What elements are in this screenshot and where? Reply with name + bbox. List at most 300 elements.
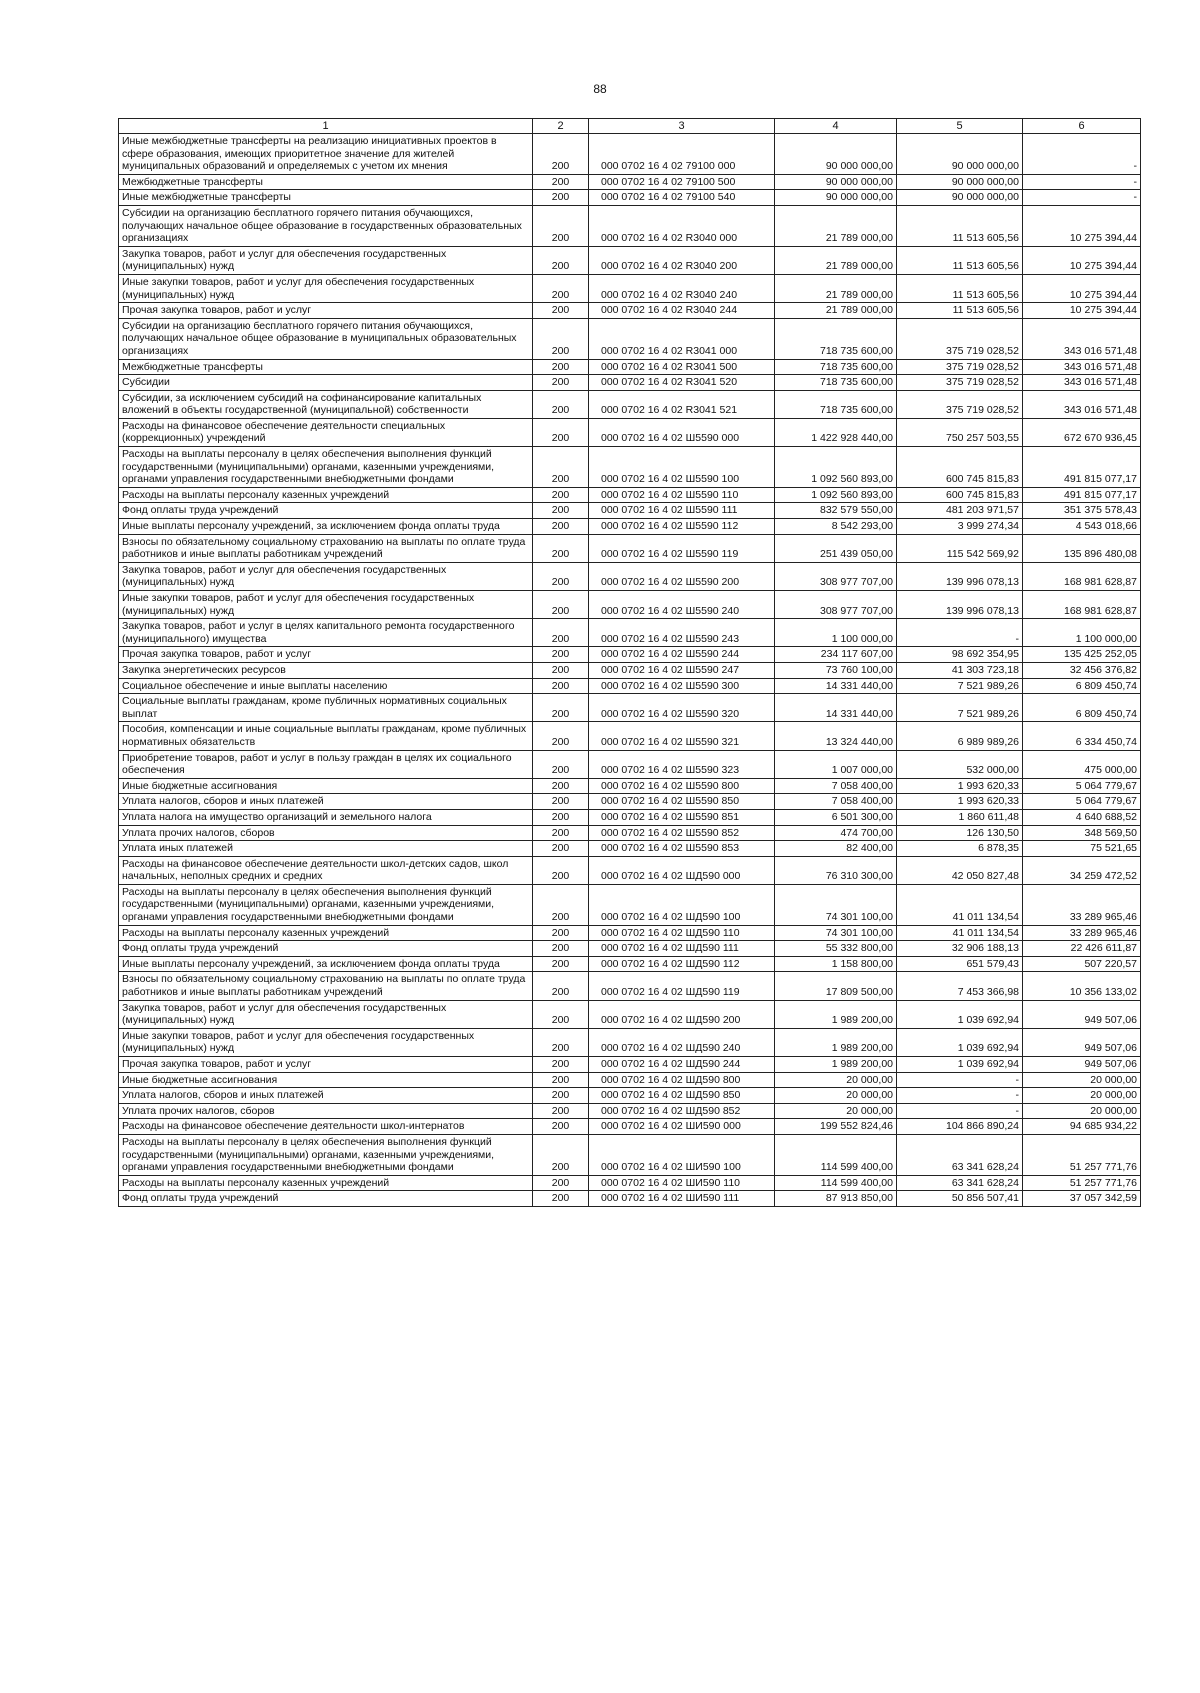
cell-approved-amount: 1 100 000,00 — [775, 619, 897, 647]
cell-classification-code: 000 0702 16 4 02 Ш5590 100 — [589, 447, 775, 488]
cell-classification-code: 000 0702 16 4 02 Ш5590 244 — [589, 647, 775, 663]
cell-unexecuted-amount: 10 275 394,44 — [1023, 274, 1141, 302]
cell-approved-amount: 90 000 000,00 — [775, 190, 897, 206]
table-row — [119, 1103, 1141, 1119]
cell-item-name: Субсидии на организацию бесплатного горячего питания обучающихся, получающих начальное общее образование в муниципальных образовательных организациях — [119, 318, 533, 359]
cell-unexecuted-amount: 949 507,06 — [1023, 1057, 1141, 1073]
cell-admin-code: 200 — [533, 190, 589, 206]
table-row — [119, 562, 1141, 590]
column-header-5: 5 — [897, 119, 1023, 134]
cell-admin-code: 200 — [533, 884, 589, 925]
cell-classification-code: 000 0702 16 4 02 R3041 500 — [589, 359, 775, 375]
cell-item-name: Прочая закупка товаров, работ и услуг — [119, 647, 533, 663]
cell-item-name: Иные закупки товаров, работ и услуг для обеспечения государственных (муниципальных) нужд — [119, 274, 533, 302]
cell-approved-amount: 17 809 500,00 — [775, 972, 897, 1000]
cell-unexecuted-amount: 6 334 450,74 — [1023, 722, 1141, 750]
cell-item-name: Закупка товаров, работ и услуг для обеспечения государственных (муниципальных) нужд — [119, 562, 533, 590]
cell-approved-amount: 1 989 200,00 — [775, 1000, 897, 1028]
cell-admin-code: 200 — [533, 519, 589, 535]
cell-approved-amount: 114 599 400,00 — [775, 1134, 897, 1175]
cell-item-name: Субсидии — [119, 375, 533, 391]
cell-executed-amount: 63 341 628,24 — [897, 1134, 1023, 1175]
cell-admin-code: 200 — [533, 1103, 589, 1119]
cell-approved-amount: 1 989 200,00 — [775, 1057, 897, 1073]
cell-admin-code: 200 — [533, 825, 589, 841]
cell-unexecuted-amount: 10 275 394,44 — [1023, 246, 1141, 274]
table-row — [119, 1175, 1141, 1191]
cell-executed-amount: 42 050 827,48 — [897, 856, 1023, 884]
cell-approved-amount: 7 058 400,00 — [775, 778, 897, 794]
cell-unexecuted-amount: 5 064 779,67 — [1023, 794, 1141, 810]
cell-item-name: Взносы по обязательному социальному страхованию на выплаты по оплате труда работников и иные выплаты работникам учреждений — [119, 534, 533, 562]
cell-unexecuted-amount: 1 100 000,00 — [1023, 619, 1141, 647]
cell-approved-amount: 20 000,00 — [775, 1103, 897, 1119]
column-header-1: 1 — [119, 119, 533, 134]
table-row — [119, 318, 1141, 359]
cell-classification-code: 000 0702 16 4 02 ШИ590 100 — [589, 1134, 775, 1175]
cell-unexecuted-amount: 20 000,00 — [1023, 1103, 1141, 1119]
cell-approved-amount: 251 439 050,00 — [775, 534, 897, 562]
cell-executed-amount: - — [897, 1088, 1023, 1104]
cell-approved-amount: 14 331 440,00 — [775, 694, 897, 722]
cell-unexecuted-amount: 51 257 771,76 — [1023, 1134, 1141, 1175]
cell-executed-amount: 6 989 989,26 — [897, 722, 1023, 750]
cell-executed-amount: 41 011 134,54 — [897, 884, 1023, 925]
cell-unexecuted-amount: 22 426 611,87 — [1023, 941, 1141, 957]
cell-classification-code: 000 0702 16 4 02 ШД590 244 — [589, 1057, 775, 1073]
cell-unexecuted-amount: 343 016 571,48 — [1023, 318, 1141, 359]
cell-unexecuted-amount: 33 289 965,46 — [1023, 884, 1141, 925]
cell-approved-amount: 308 977 707,00 — [775, 562, 897, 590]
cell-item-name: Уплата налогов, сборов и иных платежей — [119, 1088, 533, 1104]
header-row — [119, 119, 1141, 134]
table-row — [119, 750, 1141, 778]
cell-unexecuted-amount: 10 356 133,02 — [1023, 972, 1141, 1000]
cell-item-name: Фонд оплаты труда учреждений — [119, 503, 533, 519]
cell-executed-amount: 41 303 723,18 — [897, 662, 1023, 678]
cell-classification-code: 000 0702 16 4 02 Ш5590 111 — [589, 503, 775, 519]
cell-admin-code: 200 — [533, 809, 589, 825]
cell-classification-code: 000 0702 16 4 02 Ш5590 200 — [589, 562, 775, 590]
cell-executed-amount: 126 130,50 — [897, 825, 1023, 841]
cell-admin-code: 200 — [533, 678, 589, 694]
cell-approved-amount: 7 058 400,00 — [775, 794, 897, 810]
table-row — [119, 956, 1141, 972]
cell-admin-code: 200 — [533, 662, 589, 678]
cell-unexecuted-amount: 10 275 394,44 — [1023, 205, 1141, 246]
column-header-2: 2 — [533, 119, 589, 134]
cell-approved-amount: 199 552 824,46 — [775, 1119, 897, 1135]
table-row — [119, 487, 1141, 503]
cell-executed-amount: 63 341 628,24 — [897, 1175, 1023, 1191]
cell-admin-code: 200 — [533, 534, 589, 562]
cell-unexecuted-amount: 20 000,00 — [1023, 1072, 1141, 1088]
table-row — [119, 190, 1141, 206]
cell-classification-code: 000 0702 16 4 02 Ш5590 321 — [589, 722, 775, 750]
cell-executed-amount: 1 993 620,33 — [897, 794, 1023, 810]
cell-item-name: Закупка товаров, работ и услуг для обеспечения государственных (муниципальных) нужд — [119, 246, 533, 274]
cell-approved-amount: 1 422 928 440,00 — [775, 418, 897, 446]
table-row — [119, 647, 1141, 663]
cell-unexecuted-amount: 475 000,00 — [1023, 750, 1141, 778]
cell-admin-code: 200 — [533, 647, 589, 663]
cell-item-name: Уплата прочих налогов, сборов — [119, 1103, 533, 1119]
cell-admin-code: 200 — [533, 303, 589, 319]
table-row — [119, 841, 1141, 857]
cell-approved-amount: 76 310 300,00 — [775, 856, 897, 884]
cell-admin-code: 200 — [533, 359, 589, 375]
cell-classification-code: 000 0702 16 4 02 R3041 520 — [589, 375, 775, 391]
cell-unexecuted-amount: 94 685 934,22 — [1023, 1119, 1141, 1135]
cell-executed-amount: 7 453 366,98 — [897, 972, 1023, 1000]
cell-item-name: Иные бюджетные ассигнования — [119, 1072, 533, 1088]
table-row — [119, 1119, 1141, 1135]
cell-item-name: Иные выплаты персоналу учреждений, за исключением фонда оплаты труда — [119, 956, 533, 972]
cell-classification-code: 000 0702 16 4 02 79100 540 — [589, 190, 775, 206]
cell-approved-amount: 55 332 800,00 — [775, 941, 897, 957]
cell-admin-code: 200 — [533, 375, 589, 391]
cell-classification-code: 000 0702 16 4 02 Ш5590 240 — [589, 591, 775, 619]
cell-approved-amount: 1 007 000,00 — [775, 750, 897, 778]
cell-admin-code: 200 — [533, 925, 589, 941]
cell-executed-amount: 32 906 188,13 — [897, 941, 1023, 957]
cell-admin-code: 200 — [533, 390, 589, 418]
cell-classification-code: 000 0702 16 4 02 ШД590 112 — [589, 956, 775, 972]
cell-classification-code: 000 0702 16 4 02 ШД590 240 — [589, 1028, 775, 1056]
cell-admin-code: 200 — [533, 487, 589, 503]
cell-classification-code: 000 0702 16 4 02 ШД590 111 — [589, 941, 775, 957]
table-row — [119, 519, 1141, 535]
cell-admin-code: 200 — [533, 205, 589, 246]
table-row — [119, 856, 1141, 884]
cell-item-name: Расходы на выплаты персоналу в целях обеспечения выполнения функций государственными (муниципальными) органами, казенными учреждениями, органами управления государственными внебюджетными фондами — [119, 447, 533, 488]
cell-admin-code: 200 — [533, 1119, 589, 1135]
cell-item-name: Закупка товаров, работ и услуг для обеспечения государственных (муниципальных) нужд — [119, 1000, 533, 1028]
cell-unexecuted-amount: 491 815 077,17 — [1023, 447, 1141, 488]
table-row — [119, 972, 1141, 1000]
cell-item-name: Уплата прочих налогов, сборов — [119, 825, 533, 841]
cell-approved-amount: 20 000,00 — [775, 1072, 897, 1088]
cell-executed-amount: 600 745 815,83 — [897, 447, 1023, 488]
cell-approved-amount: 1 092 560 893,00 — [775, 487, 897, 503]
cell-item-name: Расходы на выплаты персоналу в целях обеспечения выполнения функций государственными (муниципальными) органами, казенными учреждениями, органами управления государственными внебюджетными фондами — [119, 884, 533, 925]
cell-approved-amount: 308 977 707,00 — [775, 591, 897, 619]
cell-approved-amount: 718 735 600,00 — [775, 318, 897, 359]
cell-executed-amount: 139 996 078,13 — [897, 591, 1023, 619]
cell-classification-code: 000 0702 16 4 02 ШД590 800 — [589, 1072, 775, 1088]
cell-admin-code: 200 — [533, 841, 589, 857]
cell-classification-code: 000 0702 16 4 02 Ш5590 243 — [589, 619, 775, 647]
cell-unexecuted-amount: 6 809 450,74 — [1023, 694, 1141, 722]
cell-classification-code: 000 0702 16 4 02 Ш5590 320 — [589, 694, 775, 722]
table-row — [119, 375, 1141, 391]
table-row — [119, 359, 1141, 375]
cell-approved-amount: 1 092 560 893,00 — [775, 447, 897, 488]
cell-admin-code: 200 — [533, 956, 589, 972]
cell-item-name: Фонд оплаты труда учреждений — [119, 1191, 533, 1207]
cell-classification-code: 000 0702 16 4 02 Ш5590 000 — [589, 418, 775, 446]
cell-approved-amount: 21 789 000,00 — [775, 246, 897, 274]
cell-admin-code: 200 — [533, 1072, 589, 1088]
cell-classification-code: 000 0702 16 4 02 R3041 521 — [589, 390, 775, 418]
cell-approved-amount: 21 789 000,00 — [775, 274, 897, 302]
cell-admin-code: 200 — [533, 418, 589, 446]
cell-executed-amount: 375 719 028,52 — [897, 359, 1023, 375]
cell-admin-code: 200 — [533, 562, 589, 590]
cell-admin-code: 200 — [533, 318, 589, 359]
cell-approved-amount: 20 000,00 — [775, 1088, 897, 1104]
table-row — [119, 825, 1141, 841]
cell-unexecuted-amount: 33 289 965,46 — [1023, 925, 1141, 941]
table-row — [119, 1191, 1141, 1207]
cell-approved-amount: 74 301 100,00 — [775, 884, 897, 925]
cell-executed-amount: 50 856 507,41 — [897, 1191, 1023, 1207]
cell-executed-amount: 481 203 971,57 — [897, 503, 1023, 519]
cell-item-name: Уплата иных платежей — [119, 841, 533, 857]
cell-unexecuted-amount: 10 275 394,44 — [1023, 303, 1141, 319]
cell-item-name: Прочая закупка товаров, работ и услуг — [119, 1057, 533, 1073]
cell-admin-code: 200 — [533, 1175, 589, 1191]
cell-executed-amount: 1 860 611,48 — [897, 809, 1023, 825]
cell-unexecuted-amount: 949 507,06 — [1023, 1000, 1141, 1028]
cell-unexecuted-amount: 672 670 936,45 — [1023, 418, 1141, 446]
cell-classification-code: 000 0702 16 4 02 ШД590 119 — [589, 972, 775, 1000]
cell-admin-code: 200 — [533, 694, 589, 722]
cell-admin-code: 200 — [533, 1134, 589, 1175]
cell-approved-amount: 1 989 200,00 — [775, 1028, 897, 1056]
cell-classification-code: 000 0702 16 4 02 Ш5590 850 — [589, 794, 775, 810]
cell-unexecuted-amount: 4 640 688,52 — [1023, 809, 1141, 825]
cell-classification-code: 000 0702 16 4 02 ШД590 000 — [589, 856, 775, 884]
table-row — [119, 694, 1141, 722]
cell-approved-amount: 718 735 600,00 — [775, 390, 897, 418]
cell-classification-code: 000 0702 16 4 02 Ш5590 300 — [589, 678, 775, 694]
cell-approved-amount: 474 700,00 — [775, 825, 897, 841]
cell-classification-code: 000 0702 16 4 02 Ш5590 112 — [589, 519, 775, 535]
cell-admin-code: 200 — [533, 1028, 589, 1056]
cell-admin-code: 200 — [533, 503, 589, 519]
cell-classification-code: 000 0702 16 4 02 Ш5590 323 — [589, 750, 775, 778]
table-row — [119, 447, 1141, 488]
cell-executed-amount: 375 719 028,52 — [897, 375, 1023, 391]
cell-approved-amount: 13 324 440,00 — [775, 722, 897, 750]
cell-unexecuted-amount: 343 016 571,48 — [1023, 375, 1141, 391]
cell-classification-code: 000 0702 16 4 02 R3040 244 — [589, 303, 775, 319]
cell-classification-code: 000 0702 16 4 02 Ш5590 110 — [589, 487, 775, 503]
table-row — [119, 174, 1141, 190]
cell-classification-code: 000 0702 16 4 02 Ш5590 853 — [589, 841, 775, 857]
cell-item-name: Приобретение товаров, работ и услуг в пользу граждан в целях их социального обеспечения — [119, 750, 533, 778]
table-row — [119, 303, 1141, 319]
cell-admin-code: 200 — [533, 246, 589, 274]
cell-executed-amount: 7 521 989,26 — [897, 678, 1023, 694]
cell-unexecuted-amount: 51 257 771,76 — [1023, 1175, 1141, 1191]
table-row — [119, 1000, 1141, 1028]
cell-executed-amount: 1 993 620,33 — [897, 778, 1023, 794]
cell-item-name: Фонд оплаты труда учреждений — [119, 941, 533, 957]
column-header-6: 6 — [1023, 119, 1141, 134]
cell-admin-code: 200 — [533, 941, 589, 957]
cell-unexecuted-amount: 949 507,06 — [1023, 1028, 1141, 1056]
cell-admin-code: 200 — [533, 591, 589, 619]
cell-approved-amount: 114 599 400,00 — [775, 1175, 897, 1191]
cell-approved-amount: 234 117 607,00 — [775, 647, 897, 663]
cell-item-name: Социальное обеспечение и иные выплаты населению — [119, 678, 533, 694]
cell-approved-amount: 1 158 800,00 — [775, 956, 897, 972]
cell-executed-amount: 90 000 000,00 — [897, 190, 1023, 206]
cell-admin-code: 200 — [533, 274, 589, 302]
cell-approved-amount: 718 735 600,00 — [775, 375, 897, 391]
cell-executed-amount: 1 039 692,94 — [897, 1000, 1023, 1028]
table-row — [119, 1134, 1141, 1175]
cell-executed-amount: 90 000 000,00 — [897, 174, 1023, 190]
cell-admin-code: 200 — [533, 1000, 589, 1028]
cell-executed-amount: 90 000 000,00 — [897, 134, 1023, 175]
cell-item-name: Прочая закупка товаров, работ и услуг — [119, 303, 533, 319]
table-row — [119, 662, 1141, 678]
cell-executed-amount: - — [897, 1103, 1023, 1119]
cell-item-name: Пособия, компенсации и иные социальные выплаты гражданам, кроме публичных нормативных обязательств — [119, 722, 533, 750]
cell-classification-code: 000 0702 16 4 02 ШД590 100 — [589, 884, 775, 925]
cell-executed-amount: 3 999 274,34 — [897, 519, 1023, 535]
cell-executed-amount: 532 000,00 — [897, 750, 1023, 778]
cell-unexecuted-amount: 135 425 252,05 — [1023, 647, 1141, 663]
cell-item-name: Закупка товаров, работ и услуг в целях капитального ремонта государственного (муниципального) имущества — [119, 619, 533, 647]
cell-unexecuted-amount: - — [1023, 134, 1141, 175]
cell-approved-amount: 21 789 000,00 — [775, 303, 897, 319]
cell-classification-code: 000 0702 16 4 02 R3040 240 — [589, 274, 775, 302]
cell-item-name: Расходы на выплаты персоналу казенных учреждений — [119, 487, 533, 503]
cell-unexecuted-amount: 5 064 779,67 — [1023, 778, 1141, 794]
cell-admin-code: 200 — [533, 972, 589, 1000]
cell-executed-amount: - — [897, 1072, 1023, 1088]
cell-approved-amount: 6 501 300,00 — [775, 809, 897, 825]
cell-item-name: Закупка энергетических ресурсов — [119, 662, 533, 678]
cell-item-name: Иные закупки товаров, работ и услуг для обеспечения государственных (муниципальных) нужд — [119, 591, 533, 619]
cell-executed-amount: 651 579,43 — [897, 956, 1023, 972]
cell-unexecuted-amount: 34 259 472,52 — [1023, 856, 1141, 884]
cell-approved-amount: 8 542 293,00 — [775, 519, 897, 535]
cell-unexecuted-amount: 168 981 628,87 — [1023, 591, 1141, 619]
column-header-4: 4 — [775, 119, 897, 134]
cell-executed-amount: 375 719 028,52 — [897, 390, 1023, 418]
table-row — [119, 503, 1141, 519]
table-row — [119, 619, 1141, 647]
table-row — [119, 418, 1141, 446]
cell-classification-code: 000 0702 16 4 02 Ш5590 852 — [589, 825, 775, 841]
table-row — [119, 534, 1141, 562]
table-row — [119, 1072, 1141, 1088]
cell-approved-amount: 21 789 000,00 — [775, 205, 897, 246]
cell-unexecuted-amount: 75 521,65 — [1023, 841, 1141, 857]
table-row — [119, 722, 1141, 750]
cell-item-name: Расходы на выплаты персоналу казенных учреждений — [119, 925, 533, 941]
cell-classification-code: 000 0702 16 4 02 Ш5590 800 — [589, 778, 775, 794]
cell-approved-amount: 14 331 440,00 — [775, 678, 897, 694]
cell-executed-amount: 98 692 354,95 — [897, 647, 1023, 663]
cell-admin-code: 200 — [533, 1088, 589, 1104]
cell-classification-code: 000 0702 16 4 02 ШД590 110 — [589, 925, 775, 941]
cell-approved-amount: 718 735 600,00 — [775, 359, 897, 375]
cell-item-name: Расходы на финансовое обеспечение деятельности школ-детских садов, школ начальных, неполных средних и средних — [119, 856, 533, 884]
cell-approved-amount: 832 579 550,00 — [775, 503, 897, 519]
table-row — [119, 925, 1141, 941]
cell-classification-code: 000 0702 16 4 02 ШИ590 111 — [589, 1191, 775, 1207]
cell-item-name: Уплата налогов, сборов и иных платежей — [119, 794, 533, 810]
cell-admin-code: 200 — [533, 619, 589, 647]
cell-unexecuted-amount: 4 543 018,66 — [1023, 519, 1141, 535]
cell-item-name: Иные закупки товаров, работ и услуг для обеспечения государственных (муниципальных) нужд — [119, 1028, 533, 1056]
table-row — [119, 794, 1141, 810]
cell-item-name: Субсидии на организацию бесплатного горячего питания обучающихся, получающих начальное общее образование в государственных образовательных организациях — [119, 205, 533, 246]
cell-unexecuted-amount: 20 000,00 — [1023, 1088, 1141, 1104]
cell-approved-amount: 73 760 100,00 — [775, 662, 897, 678]
table-row — [119, 1028, 1141, 1056]
cell-approved-amount: 74 301 100,00 — [775, 925, 897, 941]
cell-approved-amount: 87 913 850,00 — [775, 1191, 897, 1207]
cell-unexecuted-amount: 168 981 628,87 — [1023, 562, 1141, 590]
cell-classification-code: 000 0702 16 4 02 Ш5590 119 — [589, 534, 775, 562]
cell-admin-code: 200 — [533, 856, 589, 884]
cell-executed-amount: 104 866 890,24 — [897, 1119, 1023, 1135]
cell-item-name: Иные выплаты персоналу учреждений, за исключением фонда оплаты труда — [119, 519, 533, 535]
table-row — [119, 205, 1141, 246]
cell-executed-amount: 1 039 692,94 — [897, 1057, 1023, 1073]
page-number: 88 — [593, 82, 607, 96]
cell-admin-code: 200 — [533, 447, 589, 488]
cell-item-name: Уплата налога на имущество организаций и земельного налога — [119, 809, 533, 825]
table-row — [119, 390, 1141, 418]
cell-admin-code: 200 — [533, 778, 589, 794]
cell-item-name: Межбюджетные трансферты — [119, 359, 533, 375]
cell-classification-code: 000 0702 16 4 02 Ш5590 247 — [589, 662, 775, 678]
cell-unexecuted-amount: 343 016 571,48 — [1023, 359, 1141, 375]
cell-approved-amount: 82 400,00 — [775, 841, 897, 857]
cell-executed-amount: 115 542 569,92 — [897, 534, 1023, 562]
cell-admin-code: 200 — [533, 794, 589, 810]
cell-classification-code: 000 0702 16 4 02 ШД590 850 — [589, 1088, 775, 1104]
cell-item-name: Взносы по обязательному социальному страхованию на выплаты по оплате труда работников и иные выплаты работникам учреждений — [119, 972, 533, 1000]
cell-executed-amount: 375 719 028,52 — [897, 318, 1023, 359]
cell-item-name: Иные межбюджетные трансферты на реализацию инициативных проектов в сфере образования, имеющих приоритетное значение для жителей муниципальных образований и определяемых с учетом их мнения — [119, 134, 533, 175]
cell-classification-code: 000 0702 16 4 02 Ш5590 851 — [589, 809, 775, 825]
column-header-3: 3 — [589, 119, 775, 134]
cell-executed-amount: 750 257 503,55 — [897, 418, 1023, 446]
cell-item-name: Межбюджетные трансферты — [119, 174, 533, 190]
cell-admin-code: 200 — [533, 750, 589, 778]
cell-item-name: Социальные выплаты гражданам, кроме публичных нормативных социальных выплат — [119, 694, 533, 722]
cell-unexecuted-amount: 37 057 342,59 — [1023, 1191, 1141, 1207]
cell-executed-amount: 11 513 605,56 — [897, 274, 1023, 302]
table-row — [119, 134, 1141, 175]
cell-item-name: Расходы на выплаты персоналу в целях обеспечения выполнения функций государственными (муниципальными) органами, казенными учреждениями, органами управления государственными внебюджетными фондами — [119, 1134, 533, 1175]
cell-unexecuted-amount: 32 456 376,82 — [1023, 662, 1141, 678]
cell-item-name: Расходы на выплаты персоналу казенных учреждений — [119, 1175, 533, 1191]
cell-unexecuted-amount: 491 815 077,17 — [1023, 487, 1141, 503]
table-row — [119, 941, 1141, 957]
cell-executed-amount: 41 011 134,54 — [897, 925, 1023, 941]
cell-admin-code: 200 — [533, 1057, 589, 1073]
cell-classification-code: 000 0702 16 4 02 79100 500 — [589, 174, 775, 190]
cell-classification-code: 000 0702 16 4 02 79100 000 — [589, 134, 775, 175]
cell-executed-amount: - — [897, 619, 1023, 647]
cell-approved-amount: 90 000 000,00 — [775, 134, 897, 175]
cell-classification-code: 000 0702 16 4 02 R3040 000 — [589, 205, 775, 246]
cell-executed-amount: 139 996 078,13 — [897, 562, 1023, 590]
table-row — [119, 1057, 1141, 1073]
cell-unexecuted-amount: - — [1023, 174, 1141, 190]
cell-approved-amount: 90 000 000,00 — [775, 174, 897, 190]
